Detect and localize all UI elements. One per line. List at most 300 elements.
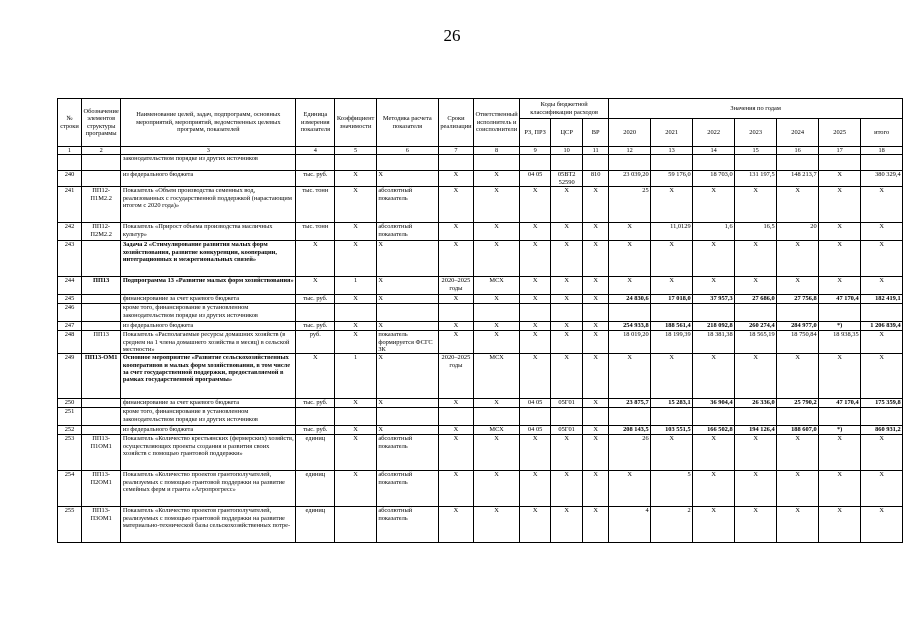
rz-cell [520,155,551,171]
column-number: 7 [438,147,473,155]
year-value: X [651,435,693,471]
unit-cell: X [296,241,335,277]
vr-cell: X [583,322,609,331]
method-cell: X [376,277,438,295]
year-value: 47 170,4 [819,399,861,408]
rz-cell: X [520,354,551,399]
csr-cell: X [551,354,583,399]
executor-cell: X [474,171,520,187]
year-value: 20 [777,223,819,241]
table-row [58,155,903,171]
year-value: 166 502,8 [693,426,735,435]
year-value: 23 875,7 [609,399,651,408]
csr-cell: 05Г01 [551,426,583,435]
year-value: *) [819,426,861,435]
year-value: 18 199,39 [651,331,693,354]
term-cell: X [438,435,473,471]
element-code [82,295,121,304]
table-row [58,241,903,277]
method-cell: показатель формируется ФСГС ЗК [376,331,438,354]
year-value: 188 561,4 [651,322,693,331]
term-cell: X [438,223,473,241]
csr-cell: X [551,322,583,331]
rz-cell: 04 05 [520,171,551,187]
total-value [861,304,903,322]
year-value: X [735,187,777,223]
table-row [58,354,903,399]
element-code: ПП13-П3ОМ1 [82,507,121,543]
csr-cell: X [551,331,583,354]
year-value: 208 143,5 [609,426,651,435]
csr-cell [551,408,583,426]
executor-cell: X [474,399,520,408]
element-code [82,171,121,187]
table-row [58,187,903,223]
unit-cell: тыс. руб. [296,399,335,408]
csr-cell: X [551,471,583,507]
term-cell [438,304,473,322]
year-value: X [693,471,735,507]
column-number: 13 [651,147,693,155]
unit-cell: тыс. тонн [296,187,335,223]
rz-cell: X [520,322,551,331]
coef-cell: X [335,435,376,471]
row-name: финансирование за счет краевого бюджета [121,295,296,304]
row-name: Задача 2 «Стимулирование развития малых форм хозяйствования, развитие конкуренции, кооперации, интеграционных и межрегиональных связей» [121,241,296,277]
vr-cell: 810 [583,171,609,187]
unit-cell: тыс. руб. [296,295,335,304]
column-number: 10 [551,147,583,155]
executor-cell: МСХ [474,354,520,399]
coef-cell [335,408,376,426]
year-value: 15 283,1 [651,399,693,408]
row-name: Показатель «Располагаемые ресурсы домашних хозяйств (в среднем на 1 члена домашнего хозяйства в месяц) в сельской местности» [121,331,296,354]
column-number: 14 [693,147,735,155]
year-value: X [777,354,819,399]
vr-cell: X [583,187,609,223]
header-year: 2020 [609,119,651,147]
year-value: 2 [651,507,693,543]
vr-cell [583,304,609,322]
table-row [58,408,903,426]
rz-cell: X [520,295,551,304]
element-code [82,408,121,426]
element-code [82,399,121,408]
year-value: 103 551,5 [651,426,693,435]
csr-cell: X [551,507,583,543]
row-name: из федерального бюджета [121,171,296,187]
table-row [58,507,903,543]
coef-cell: X [335,187,376,223]
total-value: X [861,223,903,241]
year-value: 24 830,6 [609,295,651,304]
year-value: 25 [609,187,651,223]
vr-cell: X [583,435,609,471]
element-code: ПП12-П1М2.2 [82,187,121,223]
header-csr: ЦСР [551,119,583,147]
row-name: кроме того, финансирование в установленном законодательством порядке из других источников [121,408,296,426]
table-row [58,331,903,354]
total-value: 860 931,2 [861,426,903,435]
unit-cell: единиц [296,507,335,543]
table-row [58,295,903,304]
row-name: финансирование за счет краевого бюджета [121,399,296,408]
year-value [609,304,651,322]
coef-cell: X [335,171,376,187]
year-value: 25 790,2 [777,399,819,408]
year-value [819,408,861,426]
year-value: X [609,241,651,277]
column-number: 18 [861,147,903,155]
year-value [777,408,819,426]
executor-cell: X [474,187,520,223]
vr-cell: X [583,223,609,241]
vr-cell [583,155,609,171]
total-value: 1 206 839,4 [861,322,903,331]
executor-cell [474,155,520,171]
coef-cell [335,155,376,171]
year-value [735,155,777,171]
year-value: X [693,187,735,223]
year-value: X [819,241,861,277]
year-value: 148 213,7 [777,171,819,187]
year-value: X [735,354,777,399]
row-name: Показатель «Объем производства семенных вод, реализованных с государственной поддержкой (нарастающим итогом с 2020 года)» [121,187,296,223]
coef-cell: X [335,426,376,435]
year-value: X [777,277,819,295]
year-value: 59 176,0 [651,171,693,187]
term-cell: X [438,241,473,277]
executor-cell: X [474,507,520,543]
header-year: 2022 [693,119,735,147]
table-row [58,171,903,187]
row-number: 250 [58,399,82,408]
method-cell: абсолютный показатель [376,187,438,223]
column-number: 2 [82,147,121,155]
year-value: 18 703,0 [693,171,735,187]
total-value: 175 359,8 [861,399,903,408]
year-value: X [693,507,735,543]
header-row-no: № строки [58,99,82,147]
row-number: 243 [58,241,82,277]
method-cell: X [376,322,438,331]
rz-cell: X [520,277,551,295]
total-value: X [861,435,903,471]
header-term: Сроки реализации [438,99,473,147]
method-cell: X [376,241,438,277]
year-value: 1,6 [693,223,735,241]
element-code [82,304,121,322]
table-row [58,223,903,241]
vr-cell: X [583,399,609,408]
csr-cell: X [551,187,583,223]
year-value: X [735,277,777,295]
csr-cell [551,304,583,322]
year-value: X [693,435,735,471]
column-number: 5 [335,147,376,155]
coef-cell: X [335,399,376,408]
term-cell [438,408,473,426]
table-row [58,435,903,471]
header-budget-codes: Коды бюджетной классификации расходов [520,99,609,119]
year-value: 37 957,3 [693,295,735,304]
row-number: 241 [58,187,82,223]
coef-cell: X [335,322,376,331]
total-value: X [861,354,903,399]
year-value [609,408,651,426]
row-number: 245 [58,295,82,304]
rz-cell: X [520,223,551,241]
year-value [777,155,819,171]
header-year: 2024 [777,119,819,147]
csr-cell: X [551,435,583,471]
table-row [58,471,903,507]
row-name: Основное мероприятие «Развитие сельскохозяйственных кооперативов и малых форм хозяйствования, в том числе за счет государственной поддержки, предоставляемой в рамках государственной программы» [121,354,296,399]
header-unit: Единица измерения показателя [296,99,335,147]
year-value: 16,5 [735,223,777,241]
term-cell [438,155,473,171]
element-code [82,155,121,171]
year-value: 17 018,0 [651,295,693,304]
year-value: X [693,277,735,295]
column-number: 4 [296,147,335,155]
year-value: X [651,277,693,295]
year-value: 27 756,8 [777,295,819,304]
year-value [693,408,735,426]
executor-cell: X [474,331,520,354]
vr-cell: X [583,471,609,507]
year-value: X [819,435,861,471]
row-name: Показатель «Количество проектов грантополучателей, реализуемых с помощью грантовой поддержки на развитие материально-технической базы сельскохозяйственных потре- [121,507,296,543]
executor-cell: МСХ [474,277,520,295]
year-value: 18 381,38 [693,331,735,354]
rz-cell: X [520,187,551,223]
column-number: 17 [819,147,861,155]
year-value [735,304,777,322]
row-number: 255 [58,507,82,543]
table-body [58,155,903,543]
unit-cell: руб. [296,331,335,354]
rz-cell: 04 05 [520,399,551,408]
method-cell: абсолютный показатель [376,223,438,241]
vr-cell: X [583,331,609,354]
year-value: 36 904,4 [693,399,735,408]
total-value [861,155,903,171]
header-year: 2021 [651,119,693,147]
year-value: X [777,507,819,543]
element-code: ПП13-П2ОМ1 [82,471,121,507]
term-cell: 2020–2025 годы [438,277,473,295]
header-executor: Ответственный исполнитель и соисполнители [474,99,520,147]
method-cell [376,304,438,322]
vr-cell [583,408,609,426]
method-cell [376,155,438,171]
executor-cell: X [474,295,520,304]
coef-cell: X [335,241,376,277]
year-value: 5 [651,471,693,507]
column-number: 8 [474,147,520,155]
term-cell: X [438,426,473,435]
executor-cell: X [474,435,520,471]
csr-cell: X [551,277,583,295]
csr-cell [551,155,583,171]
table-row [58,304,903,322]
total-value: 182 419,1 [861,295,903,304]
year-value: X [819,507,861,543]
year-value: 26 [609,435,651,471]
year-value: X [735,471,777,507]
year-value: X [651,354,693,399]
program-table [57,98,903,543]
row-name: Подпрограмма 13 «Развитие малых форм хозяйствования» [121,277,296,295]
year-value: X [609,471,651,507]
row-name: Показатель «Количество крестьянских (фермерских) хозяйств, осуществляющих проекты создания и развития своих хозяйств с помощью грантовой поддержки» [121,435,296,471]
row-number: 253 [58,435,82,471]
year-value: 23 039,20 [609,171,651,187]
unit-cell: тыс. тонн [296,223,335,241]
column-number: 15 [735,147,777,155]
table-row [58,277,903,295]
header-values-by-year: Значения по годам [609,99,903,119]
year-value: 18 750,84 [777,331,819,354]
year-value: X [609,354,651,399]
year-value: X [819,277,861,295]
element-code [82,241,121,277]
element-code: ПП13-ОМ1 [82,354,121,399]
row-name: из федерального бюджета [121,322,296,331]
executor-cell: МСХ [474,426,520,435]
year-value: 47 170,4 [819,295,861,304]
unit-cell: тыс. руб. [296,171,335,187]
coef-cell: X [335,331,376,354]
header-rz: РЗ, ПРЗ [520,119,551,147]
year-value: 284 977,0 [777,322,819,331]
year-value: X [819,171,861,187]
year-value: X [651,187,693,223]
coef-cell [335,507,376,543]
coef-cell: 1 [335,277,376,295]
year-value [819,304,861,322]
total-value: X [861,277,903,295]
rz-cell: X [520,331,551,354]
method-cell: X [376,171,438,187]
csr-cell: X [551,241,583,277]
table-row [58,322,903,331]
row-number [58,155,82,171]
year-value: X [735,507,777,543]
term-cell: X [438,295,473,304]
method-cell: абсолютный показатель [376,507,438,543]
vr-cell: X [583,354,609,399]
year-value [819,155,861,171]
header-year: 2025 [819,119,861,147]
term-cell: X [438,331,473,354]
year-value: X [777,435,819,471]
row-number: 254 [58,471,82,507]
year-value: X [777,187,819,223]
total-value: X [861,331,903,354]
column-number: 16 [777,147,819,155]
row-number: 242 [58,223,82,241]
method-cell: X [376,399,438,408]
year-value: X [735,241,777,277]
coef-cell [335,304,376,322]
vr-cell: X [583,426,609,435]
method-cell: X [376,354,438,399]
row-name: законодательством порядке из других источников [121,155,296,171]
rz-cell: X [520,435,551,471]
year-value: 194 126,4 [735,426,777,435]
rz-cell [520,304,551,322]
year-value: 11,0129 [651,223,693,241]
year-value: 188 607,0 [777,426,819,435]
term-cell: X [438,187,473,223]
row-number: 248 [58,331,82,354]
row-number: 252 [58,426,82,435]
year-value: X [693,354,735,399]
header-elements: Обозначение элементов структуры программы [82,99,121,147]
unit-cell [296,408,335,426]
total-value [861,408,903,426]
csr-cell: 05ВТ2 52590 [551,171,583,187]
coef-cell: X [335,295,376,304]
unit-cell: единиц [296,435,335,471]
header-method: Методика расчета показателя [376,99,438,147]
column-number: 3 [121,147,296,155]
element-code: ПП13 [82,277,121,295]
header-total: итого [861,119,903,147]
unit-cell [296,304,335,322]
term-cell: X [438,471,473,507]
method-cell: абсолютный показатель [376,471,438,507]
header-vr: ВР [583,119,609,147]
total-value: X [861,187,903,223]
header-goals: Наименование целей, задач, подпрограмм, основных мероприятий, мероприятий, ведомственных целевых программ, показателей [121,99,296,147]
year-value: X [777,241,819,277]
method-cell: абсолютный показатель [376,435,438,471]
csr-cell: X [551,223,583,241]
year-value: X [651,241,693,277]
year-value: X [609,223,651,241]
row-number: 240 [58,171,82,187]
coef-cell: 1 [335,354,376,399]
column-number: 9 [520,147,551,155]
column-number-row [58,147,903,155]
method-cell [376,408,438,426]
row-number: 244 [58,277,82,295]
year-value [651,408,693,426]
vr-cell: X [583,241,609,277]
total-value: X [861,471,903,507]
vr-cell: X [583,295,609,304]
year-value: X [819,187,861,223]
total-value: X [861,241,903,277]
rz-cell: X [520,241,551,277]
column-number: 6 [376,147,438,155]
term-cell: X [438,507,473,543]
year-value [693,155,735,171]
table-row [58,426,903,435]
row-number: 249 [58,354,82,399]
unit-cell: тыс. руб. [296,322,335,331]
table-row [58,399,903,408]
element-code: ПП13 [82,331,121,354]
year-value: X [819,223,861,241]
year-value: 218 092,8 [693,322,735,331]
year-value: 18 019,20 [609,331,651,354]
header-coef: Коэффициент значимости [335,99,376,147]
year-value: 254 933,8 [609,322,651,331]
